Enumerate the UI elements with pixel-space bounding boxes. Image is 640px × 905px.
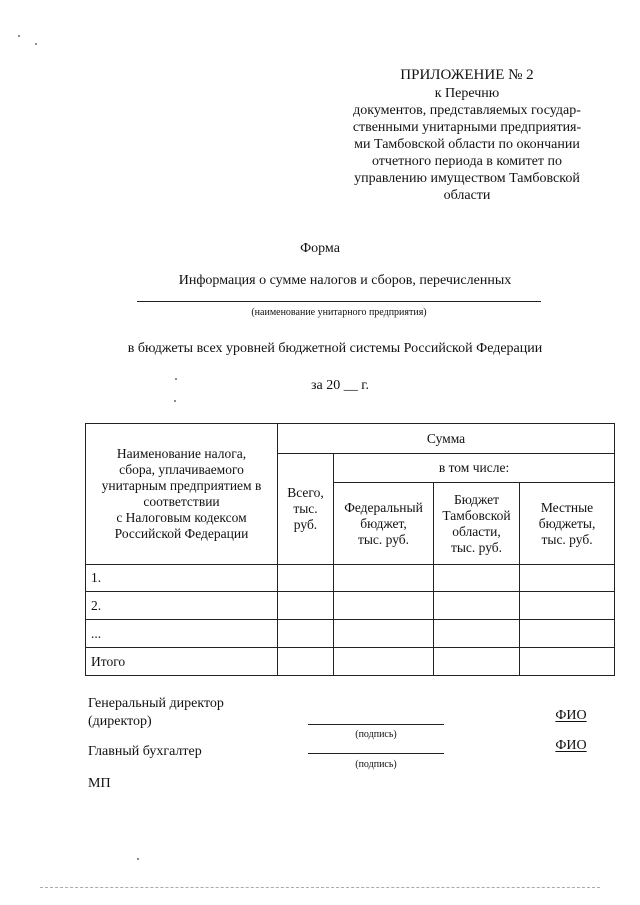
table-cell [334,648,434,676]
table-row [86,592,615,620]
table-row [86,565,615,592]
accountant-fio: ФИО [555,738,587,753]
appendix-line: к Перечню [434,86,500,101]
row-label: 2. [86,592,278,620]
stamp-label: МП [88,776,111,791]
table-cell [520,592,615,620]
appendix-title: ПРИЛОЖЕНИЕ № 2 [400,67,534,83]
row-label: ... [86,620,278,648]
table-cell [278,592,334,620]
table-row [86,620,615,648]
row-label: Итого [86,648,278,676]
scan-speck [175,378,177,380]
table-cell [434,592,520,620]
appendix-line: управлению имуществом Тамбовской [354,171,580,186]
col-name-header: Наименование налога, сбора, уплачиваемого унитарным предприятием в соответствии с Налоговым кодексом Российской Федерации [86,424,278,565]
including-header: в том числе: [334,454,615,483]
appendix-line: ственными унитарными предприятия- [352,120,582,135]
row-label: 1. [86,565,278,592]
director-fio: ФИО [555,708,587,723]
table-cell [520,565,615,592]
table-cell [278,648,334,676]
tax-table [85,423,615,676]
table-cell [434,565,520,592]
table-cell [334,620,434,648]
scan-speck [137,858,139,860]
form-label: Форма [300,241,340,256]
enterprise-caption: (наименование унитарного предприятия) [251,307,427,318]
regional-header: Бюджет Тамбовской области, тыс. руб. [434,483,520,565]
table-row [86,648,615,676]
accountant-label: Главный бухгалтер [88,744,202,759]
accountant-signature-caption: (подпись) [355,759,397,770]
table-cell [520,620,615,648]
appendix-line: области [443,188,491,203]
director-label-2: (директор) [88,714,152,729]
appendix-header [338,66,596,204]
sum-header: Сумма [278,424,615,454]
local-header: Местные бюджеты, тыс. руб. [520,483,615,565]
table-cell [434,620,520,648]
period-line: за 20 __ г. [311,378,369,393]
appendix-line: документов, представляемых государ- [353,103,581,118]
accountant-signature-line [308,753,444,754]
table-cell [334,565,434,592]
scan-speck [18,35,20,37]
info-title: Информация о сумме налогов и сборов, перечисленных [178,273,512,288]
table-cell [520,648,615,676]
director-signature-line [308,724,444,725]
enterprise-name-line [137,301,541,302]
scan-speck [35,43,37,45]
table-cell [334,592,434,620]
director-label: Генеральный директор [88,696,224,711]
scan-speck [174,400,176,402]
appendix-line: ми Тамбовской области по окончании [354,137,580,152]
scan-edge [40,887,600,888]
table-cell [278,620,334,648]
director-signature-caption: (подпись) [355,729,397,740]
table-cell [434,648,520,676]
table-cell [278,565,334,592]
budget-line: в бюджеты всех уровней бюджетной системы Российской Федерации [127,341,543,356]
total-header: Всего, тыс. руб. [278,454,334,565]
federal-header: Федеральный бюджет, тыс. руб. [334,483,434,565]
appendix-line: отчетного периода в комитет по [371,154,563,169]
